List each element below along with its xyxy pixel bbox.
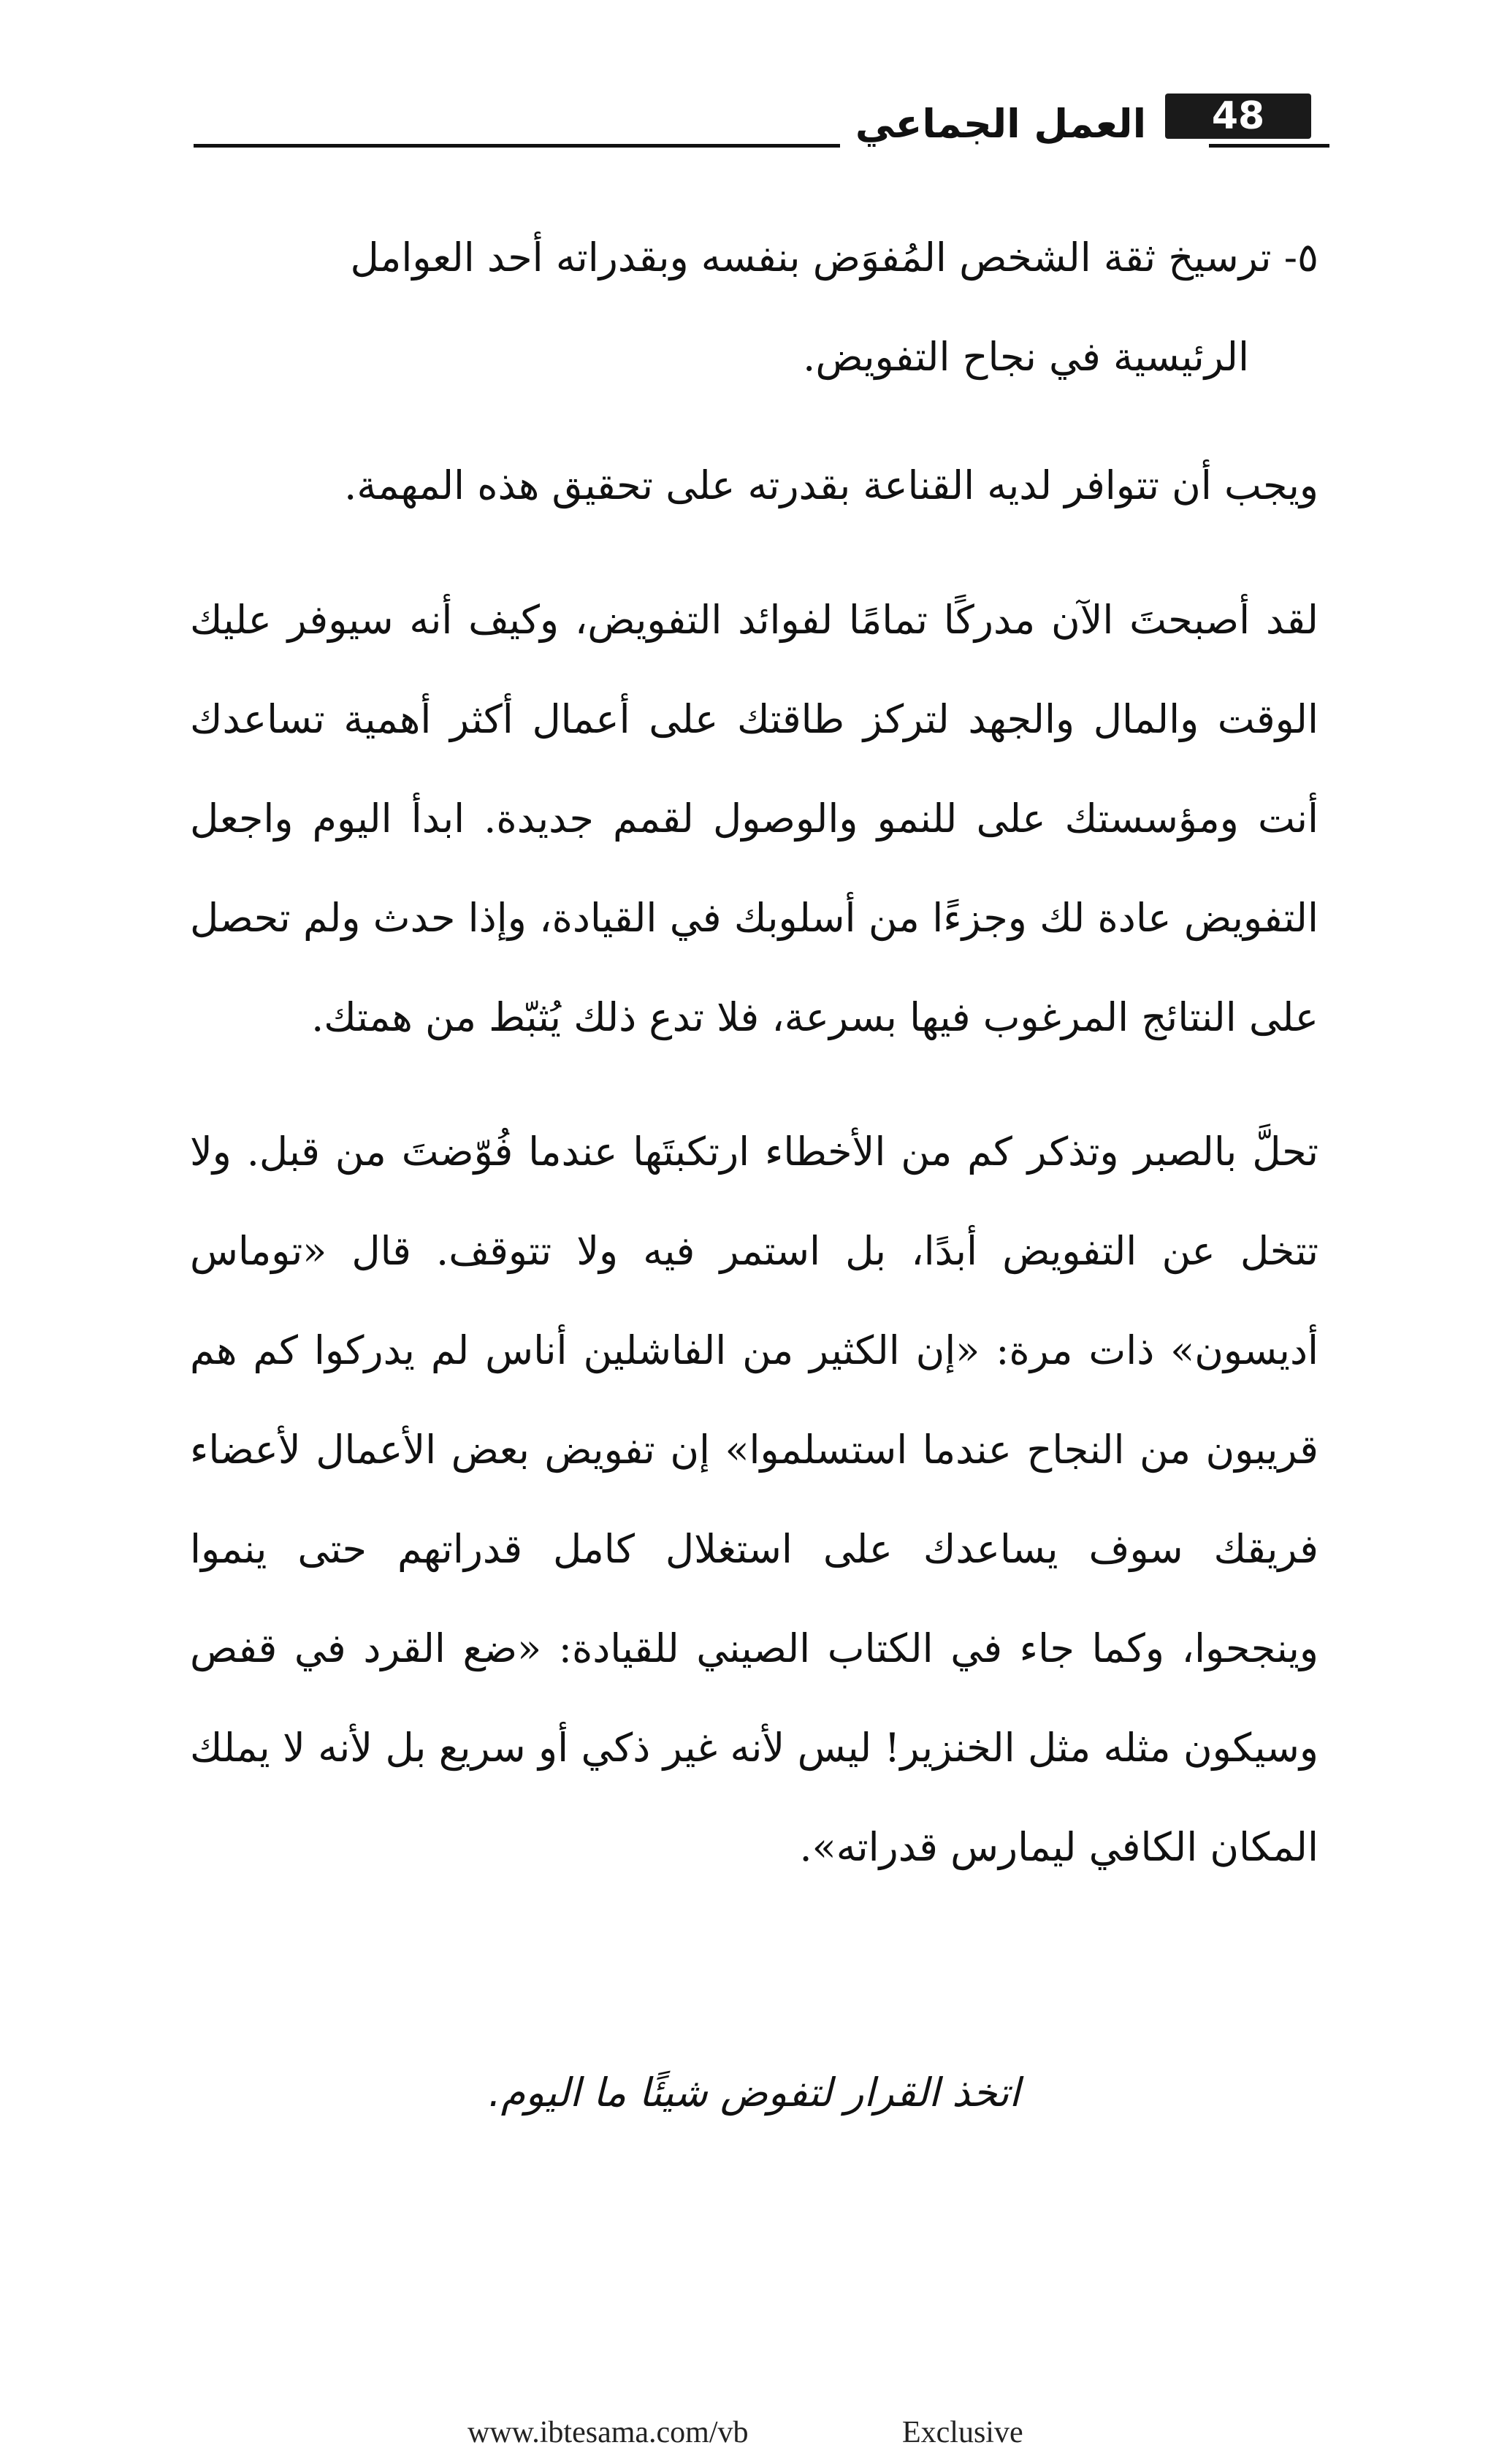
footer-tag: Exclusive bbox=[902, 2416, 1023, 2449]
page-body bbox=[190, 208, 1318, 1897]
paragraph-1: لقد أصبحتَ الآن مدركًا تمامًا لفوائد التفويض، وكيف أنه سيوفر عليك الوقت والمال والجهد لتركز طاقتك على أعمال أكثر أهمية تساعدك أنت ومؤسستك على للنمو والوصول لقمم جديدة. ابدأ اليوم واجعل التفويض عادة لك وجزءًا من أسلوبك في القيادة، وإذا حدث ولم تحصل على النتائج المرغوب فيها بسرعة، فلا تدع ذلك يُثبّط من همتك. bbox=[190, 597, 1318, 1040]
footer-url: www.ibtesama.com/vb bbox=[468, 2416, 749, 2449]
page-header bbox=[194, 80, 1329, 161]
paragraph-2: تحلَّ بالصبر وتذكر كم من الأخطاء ارتكبتَها عندما فُوّضتَ من قبل. ولا تتخل عن التفويض أبدًا، بل استمر فيه ولا تتوقف. قال «توماس أديسون» ذات مرة: «إن الكثير من الفاشلين أناس لم يدركوا كم هم قريبون من النجاح عندما استسلموا» إن تفويض بعض الأعمال لأعضاء فريقك سوف يساعدك على استغلال كامل قدراتهم حتى ينموا وينجحوا، وكما جاء في الكتاب الصيني للقيادة: «ضع القرد في قفص وسيكون مثله مثل الخنزير! ليس لأنه غير ذكي أو سريع بل لأنه لا يملك المكان الكافي ليمارس قدراته». bbox=[190, 1129, 1318, 1870]
list-item-5: ٥- ترسيخ ثقة الشخص المُفوَض بنفسه وبقدراته أحد العوامل bbox=[350, 234, 1318, 281]
header-rule-right bbox=[1209, 144, 1329, 148]
page-number: 48 bbox=[1165, 94, 1311, 139]
closing-line: اتخذ القرار لتفوض شيئًا ما اليوم. bbox=[488, 2070, 1020, 2116]
running-title: العمل الجماعي bbox=[855, 101, 1147, 147]
header-rule-left bbox=[194, 144, 840, 148]
page-footer bbox=[0, 2411, 1496, 2455]
list-item-5-note: ويجب أن تتوافر لديه القناعة بقدرته على تحقيق هذه المهمة. bbox=[344, 462, 1318, 508]
list-item-5-continuation: الرئيسية في نجاح التفويض. bbox=[803, 334, 1249, 380]
